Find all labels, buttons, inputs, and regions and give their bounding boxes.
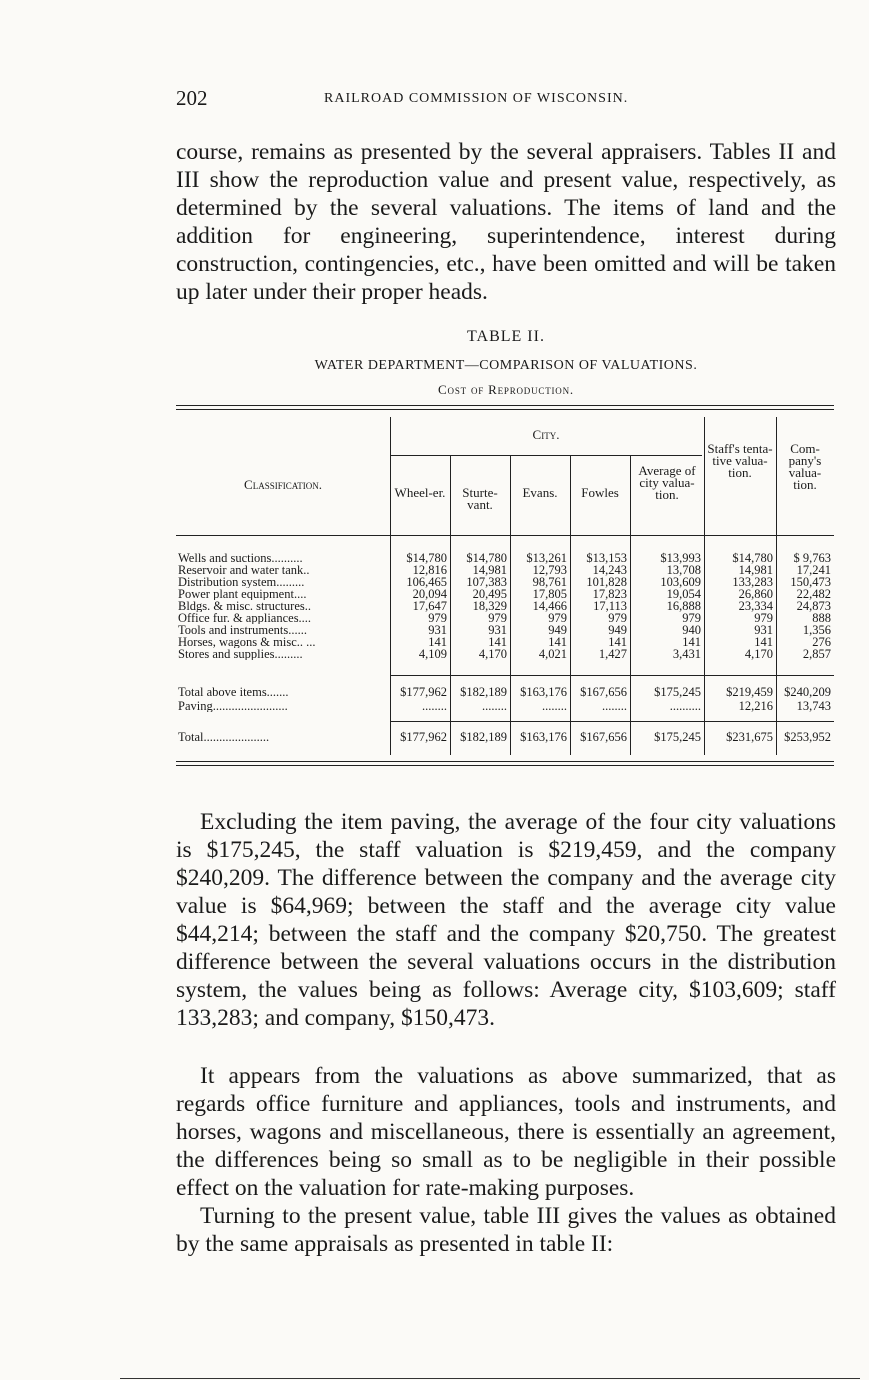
table-cell: 17,113: [593, 599, 627, 613]
table-cell: ........: [602, 699, 627, 713]
table-cell: 20,094: [412, 587, 447, 601]
table-cell: 12,793: [532, 563, 567, 577]
table-title: TABLE II.: [467, 328, 545, 345]
row-label: Power plant equipment....: [178, 588, 307, 600]
table-cell: $231,675: [726, 730, 773, 744]
table-cell: 141: [682, 635, 701, 649]
table-cell: 101,828: [586, 575, 627, 589]
table-cell: 979: [488, 611, 507, 625]
table-cell: $240,209: [784, 685, 831, 699]
table-cell: 949: [548, 623, 567, 637]
table-bottom-rule: [176, 765, 834, 766]
table-cell: $253,952: [784, 730, 831, 744]
column-header: Evans.: [522, 485, 558, 500]
subtotal-rule: [390, 675, 834, 676]
table-cell: 12,216: [738, 699, 773, 713]
table-cell: $14,780: [732, 551, 773, 565]
table-cell: 979: [754, 611, 773, 625]
column-header: Wheel-er.: [394, 485, 446, 500]
table-cell: 14,243: [592, 563, 627, 577]
paragraph-present-value: Turning to the present value, table III gives the values as obtained by the same appraisals as presented in table II:: [176, 1203, 836, 1257]
table-cell: $13,993: [660, 551, 701, 565]
table-cell: 17,823: [592, 587, 627, 601]
table-cell: 98,761: [532, 575, 567, 589]
table-cell: 3,431: [672, 647, 701, 661]
table-cell: $177,962: [400, 730, 447, 744]
table-cell: 107,383: [466, 575, 507, 589]
table-cell: 141: [428, 635, 447, 649]
table-cell: $182,189: [460, 685, 507, 699]
column-header: Sturte-vant.: [462, 485, 498, 512]
row-label: Horses, wagons & misc.. ...: [178, 636, 316, 648]
table-top-rule: [176, 405, 834, 406]
table-cell: 103,609: [660, 575, 701, 589]
table-cell: $163,176: [520, 685, 567, 699]
table-cell: $167,656: [580, 685, 627, 699]
table-cell: 1,427: [598, 647, 627, 661]
row-label: Wells and suctions..........: [178, 552, 303, 564]
table-cell: 16,888: [666, 599, 701, 613]
table-cell: 931: [488, 623, 507, 637]
table-cell: 979: [548, 611, 567, 625]
table-cell: 979: [608, 611, 627, 625]
paragraph-intro: course, remains as presented by the several appraisers. Tables II and III show the reproduction value and present value, respectively, as determined by the several valuations. The items of land and the addition for engineering, superintendence, interest during construction, contingencies, etc., have been omitted and will be taken up later under their proper heads.: [176, 139, 836, 305]
column-header: Staff's tenta-tive valua-tion.: [707, 441, 773, 480]
table-cell: 141: [548, 635, 567, 649]
table-cell: $163,176: [520, 730, 567, 744]
row-label: Distribution system.........: [178, 576, 305, 588]
row-label: Office fur. & appliances....: [178, 612, 312, 624]
table-cell: 276: [812, 635, 831, 649]
table-top-rule: [176, 409, 834, 410]
paragraph-excluding-paving: Excluding the item paving, the average of the four city valuations is $175,245, the staff valuation is $219,459, and the company $240,209. The difference between the company and the average city value is $64,969; between the staff and the average city value $44,214; between the staff and the company $20,750. The greatest difference between the several valuations occurs in the distribution system, the values being as follows: Average city, $103,609; staff 133,283; and company, $150,473.: [176, 809, 836, 1031]
table-cell: 18,329: [472, 599, 507, 613]
table-cell: $ 9,763: [793, 551, 831, 565]
table-cell: 12,816: [412, 563, 447, 577]
table-cell: 14,466: [532, 599, 567, 613]
page-number: 202: [176, 86, 208, 110]
table-cell: 979: [428, 611, 447, 625]
table-cell: 949: [608, 623, 627, 637]
city-group-rule: [390, 455, 702, 456]
running-head: RAILROAD COMMISSION OF WISCONSIN.: [324, 91, 629, 106]
table-subtitle: WATER DEPARTMENT—COMPARISON OF VALUATIONS.: [314, 358, 698, 373]
row-label: Bldgs. & misc. structures..: [178, 600, 311, 612]
column-header: Com-pany's valua-tion.: [788, 441, 822, 492]
table-cell: 931: [428, 623, 447, 637]
table-cell: $175,245: [654, 685, 701, 699]
table-cell: $167,656: [580, 730, 627, 744]
table-cell: $219,459: [726, 685, 773, 699]
header-rule: [176, 535, 834, 536]
row-label: Reservoir and water tank..: [178, 564, 310, 576]
table-cell: 141: [488, 635, 507, 649]
table-cell: 1,356: [802, 623, 831, 637]
table-cell: $14,780: [466, 551, 507, 565]
table-cell: 14,981: [738, 563, 773, 577]
classification-header: Classification.: [244, 477, 322, 492]
table-cell: 106,465: [406, 575, 447, 589]
table-cell: 17,805: [532, 587, 567, 601]
table-cell: 13,743: [796, 699, 831, 713]
page-header: [176, 86, 836, 114]
table-cell: 979: [682, 611, 701, 625]
table-cell: 19,054: [666, 587, 701, 601]
table-cell: $14,780: [406, 551, 447, 565]
table-cell: 24,873: [796, 599, 831, 613]
table-cell: 141: [608, 635, 627, 649]
column-header: Fowles: [581, 485, 619, 500]
table-cell: ........: [422, 699, 447, 713]
table-cell: 23,334: [738, 599, 773, 613]
table-cell: ..........: [669, 699, 701, 713]
row-label: Stores and supplies.........: [178, 648, 303, 660]
table-cell: 141: [754, 635, 773, 649]
table-cell: 26,860: [738, 587, 773, 601]
table-cell: 4,170: [478, 647, 507, 661]
paragraph-agreement: It appears from the valuations as above summarized, that as regards office furniture and appliances, tools and instruments, and horses, wagons and miscellaneous, there is essentially an agreement, the differences being so small as to be negligible in their possible effect on the valuation for rate-making purposes.: [176, 1063, 836, 1201]
table-cell: 20,495: [472, 587, 507, 601]
table-cell: 4,021: [538, 647, 567, 661]
table-cell: ........: [482, 699, 507, 713]
table-cell: 4,170: [744, 647, 773, 661]
table-cell: $177,962: [400, 685, 447, 699]
row-label: Total.....................: [178, 731, 270, 743]
table-cell: $182,189: [460, 730, 507, 744]
row-label: Tools and instruments......: [178, 624, 307, 636]
table-caption: Cost of Reproduction.: [438, 382, 574, 397]
table-cell: 931: [754, 623, 773, 637]
table-cell: 17,647: [412, 599, 447, 613]
table-cell: 14,981: [472, 563, 507, 577]
table-cell: $13,261: [526, 551, 567, 565]
city-group-header: City.: [532, 427, 560, 442]
table-cell: $175,245: [654, 730, 701, 744]
table-cell: $13,153: [586, 551, 627, 565]
table-cell: 13,708: [666, 563, 701, 577]
row-label: Paving........................: [178, 700, 288, 712]
table-cell: 22,482: [796, 587, 831, 601]
valuation-table: [176, 405, 834, 767]
column-header: Average of city valua-tion.: [638, 463, 696, 502]
table-cell: 888: [812, 611, 831, 625]
table-cell: ........: [542, 699, 567, 713]
table-bottom-rule: [176, 761, 834, 762]
table-cell: 150,473: [790, 575, 831, 589]
table-cell: 2,857: [802, 647, 831, 661]
bottom-rule: [120, 1378, 860, 1379]
table-cell: 940: [682, 623, 701, 637]
row-label: Total above items.......: [178, 686, 289, 698]
table-cell: 17,241: [796, 563, 831, 577]
table-cell: 133,283: [732, 575, 773, 589]
table-cell: 4,109: [418, 647, 447, 661]
total-rule: [390, 721, 834, 722]
